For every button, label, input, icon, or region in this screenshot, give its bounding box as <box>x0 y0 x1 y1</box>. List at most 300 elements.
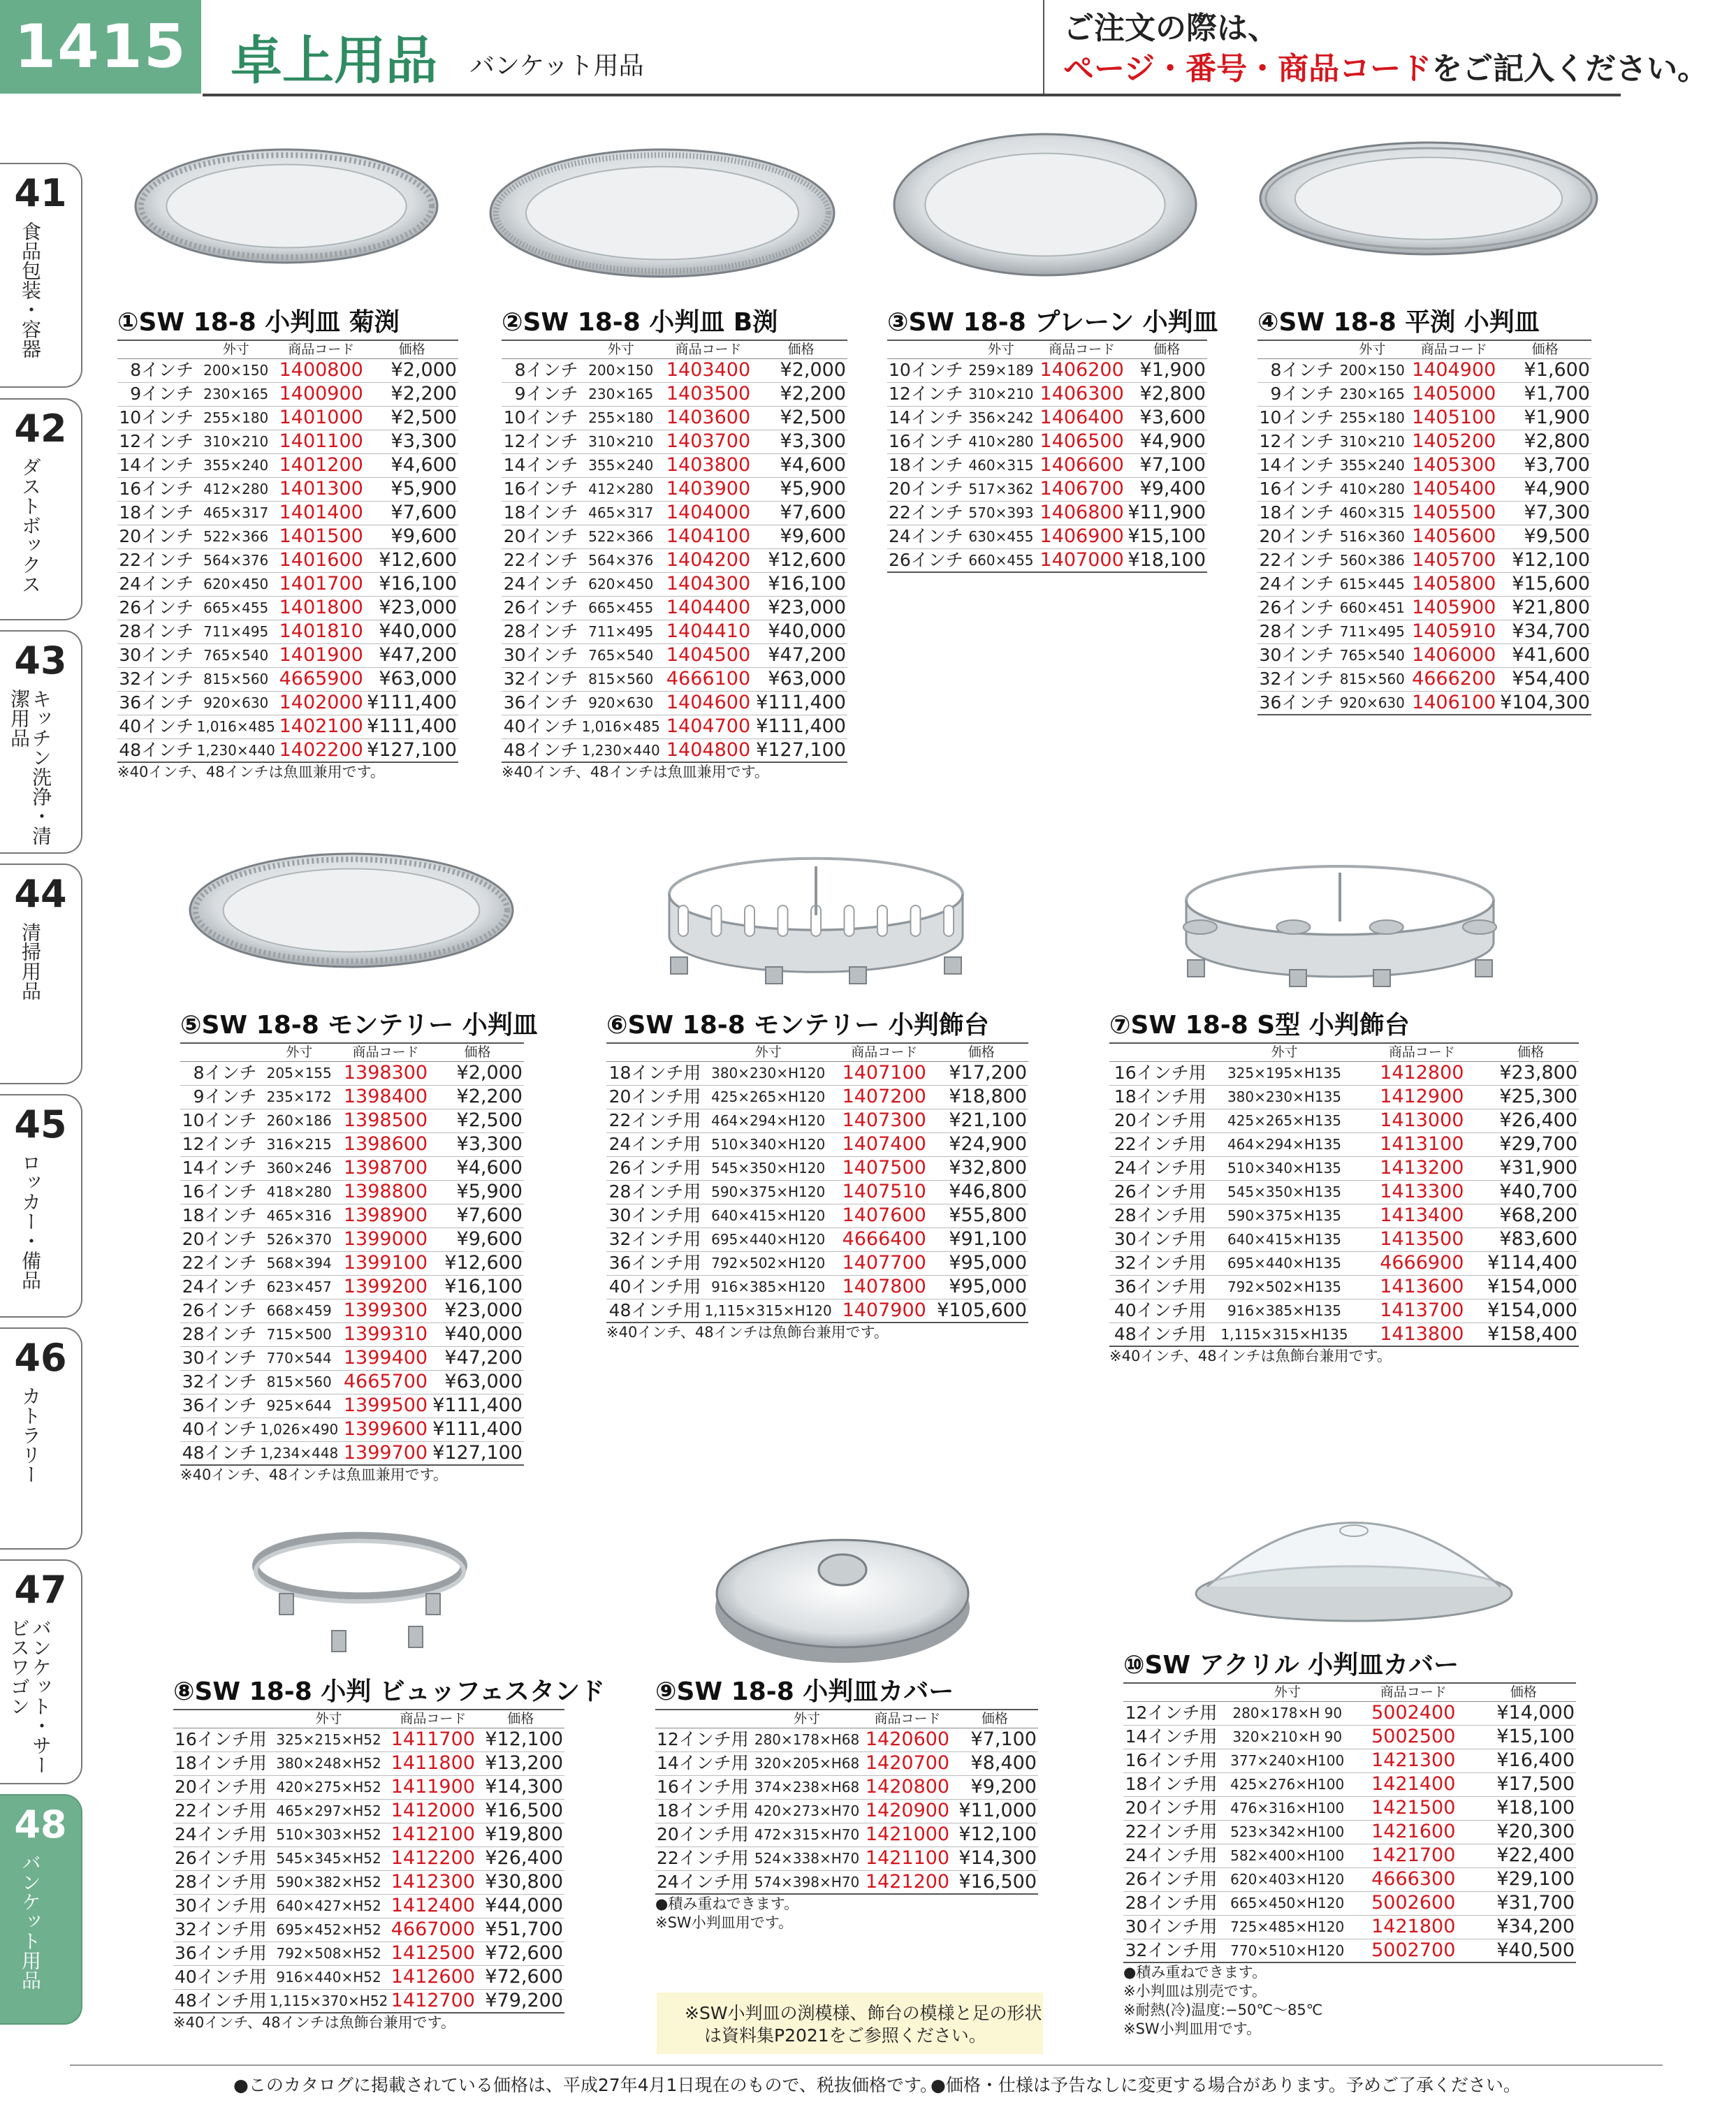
dimension-cell: 568×394 <box>258 1251 340 1275</box>
price-cell: ¥44,000 <box>476 1894 564 1918</box>
sidebar-tab-number: 43 <box>14 639 67 683</box>
price-cell: ¥104,300 <box>1498 691 1591 715</box>
table-row <box>180 1346 524 1370</box>
table-row <box>1109 1156 1579 1180</box>
reference-note-line2: は資料集P2021をご参照ください。 <box>704 2025 986 2046</box>
product-code-cell: 1399400 <box>340 1346 431 1370</box>
size-cell: 28インチ用 <box>173 1870 268 1894</box>
sidebar-tab-48[interactable] <box>0 1794 82 2025</box>
price-cell: ¥34,700 <box>1498 620 1591 643</box>
size-cell: 20インチ用 <box>606 1085 702 1109</box>
table-row <box>502 382 847 406</box>
price-cell: ¥127,100 <box>365 738 458 762</box>
table-row <box>1257 548 1591 572</box>
size-cell: 18インチ <box>117 501 195 525</box>
dimension-cell: 410×280 <box>1335 477 1409 501</box>
size-cell: 16インチ用 <box>1123 1749 1218 1772</box>
column-header: 外寸 <box>195 340 277 358</box>
price-cell: ¥55,800 <box>935 1204 1028 1228</box>
size-cell: 22インチ <box>180 1251 258 1275</box>
table-row <box>173 1847 564 1870</box>
price-cell: ¥40,500 <box>1471 1939 1577 1962</box>
dimension-cell: 660×455 <box>965 548 1037 572</box>
dimension-cell: 465×316 <box>258 1204 340 1228</box>
table-row <box>1257 430 1591 453</box>
dimension-cell: 465×317 <box>195 501 277 525</box>
product-code-cell: 1399300 <box>340 1299 431 1323</box>
product-code-cell: 1420800 <box>863 1775 951 1799</box>
size-cell: 24インチ用 <box>1123 1844 1218 1867</box>
size-cell: 30インチ <box>117 643 195 667</box>
product-code-cell: 1404800 <box>662 738 754 762</box>
column-header: 外寸 <box>1335 340 1409 358</box>
price-cell: ¥154,000 <box>1482 1275 1579 1299</box>
size-cell: 22インチ用 <box>1123 1820 1218 1844</box>
table-row <box>606 1061 1028 1085</box>
size-cell: 22インチ <box>887 501 965 525</box>
price-cell: ¥32,800 <box>935 1156 1028 1180</box>
column-header: 価格 <box>476 1710 564 1728</box>
size-cell: 28インチ用 <box>606 1180 702 1204</box>
table-row <box>117 548 458 572</box>
column-header: 商品コード <box>1356 1683 1471 1701</box>
product-code-cell: 1413300 <box>1361 1180 1482 1204</box>
product-code-cell: 1413700 <box>1361 1299 1482 1323</box>
product-code-cell: 1412800 <box>1361 1061 1482 1085</box>
product-code-cell: 4666400 <box>834 1228 935 1251</box>
table-row <box>1109 1132 1579 1156</box>
price-cell: ¥54,400 <box>1498 667 1591 691</box>
price-table <box>606 1042 1028 1323</box>
footer-change-note: ●価格・仕様は予告なしに変更する場合があります。予めご了承ください。 <box>931 2075 1521 2095</box>
price-cell: ¥21,100 <box>935 1109 1028 1132</box>
size-cell: 20インチ用 <box>1123 1796 1218 1820</box>
product-code-cell: 4665900 <box>277 667 365 691</box>
column-header: 価格 <box>1498 340 1591 358</box>
price-cell: ¥95,000 <box>935 1275 1028 1299</box>
price-cell: ¥111,400 <box>754 691 847 715</box>
price-cell: ¥5,900 <box>431 1180 524 1204</box>
sidebar-tab-label: 清掃用品 <box>19 922 42 1000</box>
price-cell: ¥2,800 <box>1498 430 1591 453</box>
table-row <box>117 382 458 406</box>
table-row <box>1257 691 1591 715</box>
size-cell: 24インチ <box>887 525 965 548</box>
dimension-cell: 711×495 <box>195 620 277 643</box>
table-row <box>180 1370 524 1394</box>
price-cell: ¥17,500 <box>1471 1772 1577 1796</box>
column-header: 価格 <box>1482 1043 1579 1061</box>
product-code-cell: 1407100 <box>834 1061 935 1085</box>
price-cell: ¥105,600 <box>935 1299 1028 1323</box>
product-code-cell: 1411900 <box>389 1775 476 1799</box>
price-cell: ¥31,900 <box>1482 1156 1579 1180</box>
product-title: ③SW 18-8 プレーン 小判皿 <box>887 308 1218 337</box>
dimension-cell: 412×280 <box>580 477 662 501</box>
dimension-cell: 310×210 <box>1335 430 1409 453</box>
size-cell: 24インチ <box>1257 572 1335 596</box>
order-notice-line2 <box>1063 49 1708 89</box>
size-cell: 14インチ用 <box>1123 1725 1218 1749</box>
product-code-cell: 1401200 <box>277 453 365 477</box>
price-cell: ¥23,000 <box>365 596 458 620</box>
price-cell: ¥7,100 <box>1126 453 1207 477</box>
size-cell: 32インチ <box>117 667 195 691</box>
product-note: ※40インチ、48インチは魚皿兼用です。 <box>502 764 769 780</box>
price-cell: ¥22,400 <box>1471 1844 1577 1867</box>
price-table <box>1123 1682 1576 1963</box>
size-cell: 32インチ用 <box>606 1228 702 1251</box>
product-6-photo <box>662 829 970 988</box>
size-cell: 16インチ用 <box>173 1728 268 1751</box>
dimension-cell: 770×544 <box>258 1346 340 1370</box>
product-code-cell: 1407500 <box>834 1156 935 1180</box>
product-code-cell: 1401810 <box>277 620 365 643</box>
column-header: 商品コード <box>1361 1043 1482 1061</box>
dimension-cell: 310×210 <box>195 430 277 453</box>
sidebar-tab-46[interactable] <box>0 1327 82 1550</box>
size-cell: 18インチ用 <box>1123 1772 1218 1796</box>
page-number: 1415 <box>0 0 201 94</box>
sidebar-tab-label: バンケット・サービスワゴン <box>8 1618 52 1775</box>
size-cell: 32インチ用 <box>1109 1251 1208 1275</box>
size-cell: 14インチ <box>502 453 580 477</box>
table-row <box>117 620 458 643</box>
dimension-cell: 1,016×485 <box>580 715 662 738</box>
table-row <box>1109 1109 1579 1132</box>
dimension-cell: 380×248×H52 <box>268 1751 389 1775</box>
product-code-cell: 1412400 <box>389 1894 476 1918</box>
price-cell: ¥4,900 <box>1126 430 1207 453</box>
price-cell: ¥72,600 <box>476 1965 564 1989</box>
column-header <box>180 1043 258 1061</box>
dimension-cell: 316×215 <box>258 1132 340 1156</box>
size-cell: 24インチ用 <box>606 1132 702 1156</box>
dimension-cell: 623×457 <box>258 1275 340 1299</box>
product-code-cell: 1401500 <box>277 525 365 548</box>
dimension-cell: 1,230×440 <box>195 738 277 762</box>
dimension-cell: 545×345×H52 <box>268 1847 389 1870</box>
product-code-cell: 1412200 <box>389 1847 476 1870</box>
table-row <box>606 1228 1028 1251</box>
dimension-cell: 711×495 <box>1335 620 1409 643</box>
size-cell: 36インチ用 <box>606 1251 702 1275</box>
product-code-cell: 1412300 <box>389 1870 476 1894</box>
size-cell: 14インチ <box>887 406 965 430</box>
dimension-cell: 665×450×H120 <box>1218 1891 1356 1915</box>
size-cell: 22インチ <box>117 548 195 572</box>
price-cell: ¥18,800 <box>935 1085 1028 1109</box>
price-table <box>117 340 458 763</box>
product-code-cell: 1413000 <box>1361 1109 1482 1132</box>
column-header: 商品コード <box>340 1043 431 1061</box>
dimension-cell: 620×450 <box>580 572 662 596</box>
product-code-cell: 1405700 <box>1409 548 1498 572</box>
product-note: ※40インチ、48インチは魚皿兼用です。 <box>117 764 385 780</box>
product-code-cell: 1413400 <box>1361 1204 1482 1228</box>
table-row <box>1257 667 1591 691</box>
price-cell: ¥2,000 <box>754 358 847 382</box>
price-cell: ¥23,000 <box>431 1299 524 1323</box>
price-cell: ¥2,200 <box>754 382 847 406</box>
sidebar-tab-47[interactable] <box>0 1559 82 1784</box>
price-cell: ¥2,500 <box>754 406 847 430</box>
size-cell: 30インチ用 <box>1109 1228 1208 1251</box>
dimension-cell: 574×398×H70 <box>750 1870 863 1894</box>
price-cell: ¥16,100 <box>365 572 458 596</box>
product-code-cell: 1404700 <box>662 715 754 738</box>
order-notice-highlight: ページ・番号・商品コード <box>1063 51 1432 87</box>
product-code-cell: 4666100 <box>662 667 754 691</box>
price-cell: ¥63,000 <box>431 1370 524 1394</box>
order-notice <box>1063 8 1708 89</box>
table-row <box>606 1299 1028 1323</box>
price-cell: ¥40,000 <box>754 620 847 643</box>
price-cell: ¥111,400 <box>431 1418 524 1441</box>
size-cell: 22インチ用 <box>173 1799 268 1823</box>
dimension-cell: 200×150 <box>1335 358 1409 382</box>
price-cell: ¥12,100 <box>476 1728 564 1751</box>
product-title: ⑤SW 18-8 モンテリー 小判皿 <box>180 1011 538 1040</box>
price-cell: ¥2,500 <box>431 1109 524 1132</box>
dimension-cell: 374×238×H68 <box>750 1775 863 1799</box>
table-row <box>655 1728 1038 1751</box>
dimension-cell: 325×195×H135 <box>1208 1061 1362 1085</box>
price-cell: ¥15,600 <box>1498 572 1591 596</box>
product-code-cell: 1421000 <box>863 1823 951 1847</box>
table-row <box>180 1085 524 1109</box>
price-table <box>1109 1042 1579 1347</box>
table-row <box>1123 1867 1576 1891</box>
size-cell: 20インチ用 <box>655 1823 750 1847</box>
table-row <box>502 358 847 382</box>
table-row <box>887 453 1207 477</box>
table-row <box>887 548 1207 572</box>
dimension-cell: 792×502×H120 <box>702 1251 833 1275</box>
dimension-cell: 1,115×315×H120 <box>702 1299 833 1323</box>
table-row <box>117 453 458 477</box>
price-table <box>173 1709 564 2013</box>
product-code-cell: 1413800 <box>1361 1323 1482 1346</box>
column-header: 商品コード <box>389 1710 476 1728</box>
product-code-cell: 1404000 <box>662 501 754 525</box>
product-code-cell: 1398800 <box>340 1180 431 1204</box>
size-cell: 22インチ用 <box>1109 1132 1208 1156</box>
product-code-cell: 1402100 <box>277 715 365 738</box>
product-code-cell: 1398700 <box>340 1156 431 1180</box>
sidebar-tab-45[interactable] <box>0 1094 82 1318</box>
product-code-cell: 1399700 <box>340 1441 431 1465</box>
product-code-cell: 1407700 <box>834 1251 935 1275</box>
column-header: 価格 <box>365 340 458 358</box>
size-cell: 12インチ <box>117 430 195 453</box>
product-code-cell: 1420900 <box>863 1799 951 1823</box>
header-divider <box>1043 0 1044 94</box>
table-row <box>887 430 1207 453</box>
product-code-cell: 5002600 <box>1356 1891 1471 1915</box>
product-code-cell: 1406700 <box>1037 477 1126 501</box>
dimension-cell: 255×180 <box>195 406 277 430</box>
price-cell: ¥5,900 <box>754 477 847 501</box>
table-row <box>1123 1725 1576 1749</box>
dimension-cell: 280×178×H68 <box>750 1728 863 1751</box>
product-code-cell: 1406300 <box>1037 382 1126 406</box>
dimension-cell: 725×485×H120 <box>1218 1915 1356 1939</box>
size-cell: 24インチ用 <box>1109 1156 1208 1180</box>
dimension-cell: 200×150 <box>195 358 277 382</box>
table-row <box>117 525 458 548</box>
dimension-cell: 460×315 <box>1335 501 1409 525</box>
dimension-cell: 770×510×H120 <box>1218 1939 1356 1962</box>
size-cell: 8インチ <box>1257 358 1335 382</box>
price-cell: ¥40,000 <box>365 620 458 643</box>
dimension-cell: 564×376 <box>580 548 662 572</box>
price-table <box>655 1709 1038 1895</box>
price-cell: ¥13,200 <box>476 1751 564 1775</box>
table-row <box>1123 1772 1576 1796</box>
dimension-cell: 425×265×H120 <box>702 1085 833 1109</box>
size-cell: 26インチ用 <box>1123 1867 1218 1891</box>
sidebar-tab-42[interactable] <box>0 398 82 620</box>
product-code-cell: 1403500 <box>662 382 754 406</box>
price-table <box>1257 340 1591 715</box>
product-block-4 <box>1257 307 1591 715</box>
dimension-cell: 420×275×H52 <box>268 1775 389 1799</box>
price-cell: ¥1,600 <box>1498 358 1591 382</box>
table-row <box>180 1394 524 1418</box>
table-row <box>502 406 847 430</box>
size-cell: 8インチ <box>117 358 195 382</box>
product-title: ⑨SW 18-8 小判皿カバー <box>655 1677 954 1706</box>
size-cell: 32インチ <box>502 667 580 691</box>
table-header <box>173 1710 564 1728</box>
product-code-cell: 4667000 <box>389 1918 476 1942</box>
sidebar-tab-43[interactable] <box>0 630 82 854</box>
dimension-cell: 916×385×H135 <box>1208 1299 1362 1323</box>
table-row <box>180 1228 524 1251</box>
product-code-cell: 1421300 <box>1356 1749 1471 1772</box>
table-row <box>502 477 847 501</box>
dimension-cell: 356×242 <box>965 406 1037 430</box>
dimension-cell: 320×210×H 90 <box>1218 1725 1356 1749</box>
product-7-photo <box>1179 838 1501 991</box>
table-row <box>1257 501 1591 525</box>
product-note: ※40インチ、48インチは魚飾台兼用です。 <box>606 1324 889 1341</box>
dimension-cell: 230×165 <box>1335 382 1409 406</box>
price-cell: ¥3,300 <box>365 430 458 453</box>
price-cell: ¥2,000 <box>431 1061 524 1085</box>
product-code-cell: 1401100 <box>277 430 365 453</box>
sidebar-tab-number: 47 <box>14 1568 67 1612</box>
product-code-cell: 1398900 <box>340 1204 431 1228</box>
size-cell: 26インチ <box>1257 596 1335 620</box>
price-cell: ¥91,100 <box>935 1228 1028 1251</box>
size-cell: 18インチ <box>180 1204 258 1228</box>
price-cell: ¥5,900 <box>365 477 458 501</box>
sidebar-tab-41[interactable] <box>0 163 82 388</box>
size-cell: 14インチ用 <box>655 1751 750 1775</box>
table-row <box>655 1751 1038 1775</box>
price-cell: ¥83,600 <box>1482 1228 1579 1251</box>
page-subtitle: バンケット用品 <box>469 52 644 80</box>
table-row <box>173 1823 564 1847</box>
price-cell: ¥14,300 <box>476 1775 564 1799</box>
product-code-cell: 1399200 <box>340 1275 431 1299</box>
product-code-cell: 1407800 <box>834 1275 935 1299</box>
table-row <box>1123 1701 1576 1725</box>
sidebar-tab-label: キッチン洗浄・清潔用品 <box>8 689 52 845</box>
sidebar-tab-44[interactable] <box>0 864 82 1084</box>
product-code-cell: 1401800 <box>277 596 365 620</box>
dimension-cell: 815×560 <box>258 1370 340 1394</box>
dimension-cell: 522×366 <box>580 525 662 548</box>
product-block-7 <box>1109 1010 1579 1366</box>
dimension-cell: 765×540 <box>1335 643 1409 667</box>
column-header <box>1123 1683 1218 1701</box>
price-cell: ¥4,600 <box>431 1156 524 1180</box>
table-row <box>1257 358 1591 382</box>
product-code-cell: 1411700 <box>389 1728 476 1751</box>
product-code-cell: 1413200 <box>1361 1156 1482 1180</box>
table-row <box>502 643 847 667</box>
size-cell: 48インチ用 <box>1109 1323 1208 1346</box>
price-cell: ¥21,800 <box>1498 596 1591 620</box>
dimension-cell: 620×450 <box>195 572 277 596</box>
size-cell: 20インチ <box>1257 525 1335 548</box>
product-note: ●積み重ねできます。 <box>655 1895 799 1912</box>
table-row <box>1123 1844 1576 1867</box>
table-row <box>173 1870 564 1894</box>
product-code-cell: 1406000 <box>1409 643 1498 667</box>
reference-note-box <box>657 1993 1043 2054</box>
dimension-cell: 465×317 <box>580 501 662 525</box>
size-cell: 22インチ <box>502 548 580 572</box>
column-header <box>1109 1043 1208 1061</box>
price-cell: ¥63,000 <box>754 667 847 691</box>
price-cell: ¥11,900 <box>1126 501 1207 525</box>
table-row <box>180 1132 524 1156</box>
table-row <box>180 1180 524 1204</box>
column-header: 商品コード <box>834 1043 935 1061</box>
product-code-cell: 1407400 <box>834 1132 935 1156</box>
product-code-cell: 1401600 <box>277 548 365 572</box>
dimension-cell: 792×502×H135 <box>1208 1275 1362 1299</box>
dimension-cell: 815×560 <box>195 667 277 691</box>
table-header <box>117 340 458 358</box>
product-code-cell: 1405910 <box>1409 620 1498 643</box>
size-cell: 8インチ <box>180 1061 258 1085</box>
price-cell: ¥20,300 <box>1471 1820 1577 1844</box>
sidebar-tab-label: ロッカー・備品 <box>19 1153 42 1290</box>
dimension-cell: 1,234×448 <box>258 1441 340 1465</box>
product-note: ※40インチ、48インチは魚飾台兼用です。 <box>1109 1348 1392 1364</box>
product-code-cell: 1400800 <box>277 358 365 382</box>
size-cell: 16インチ用 <box>1109 1061 1208 1085</box>
dimension-cell: 765×540 <box>580 643 662 667</box>
dimension-cell: 564×376 <box>195 548 277 572</box>
column-header: 価格 <box>1126 340 1207 358</box>
size-cell: 40インチ <box>502 715 580 738</box>
size-cell: 10インチ <box>502 406 580 430</box>
size-cell: 30インチ用 <box>1123 1915 1218 1939</box>
column-header <box>502 340 580 358</box>
product-code-cell: 1420700 <box>863 1751 951 1775</box>
product-code-cell: 1412500 <box>389 1942 476 1965</box>
size-cell: 32インチ用 <box>173 1918 268 1942</box>
product-code-cell: 1407900 <box>834 1299 935 1323</box>
dimension-cell: 526×370 <box>258 1228 340 1251</box>
price-cell: ¥23,000 <box>754 596 847 620</box>
